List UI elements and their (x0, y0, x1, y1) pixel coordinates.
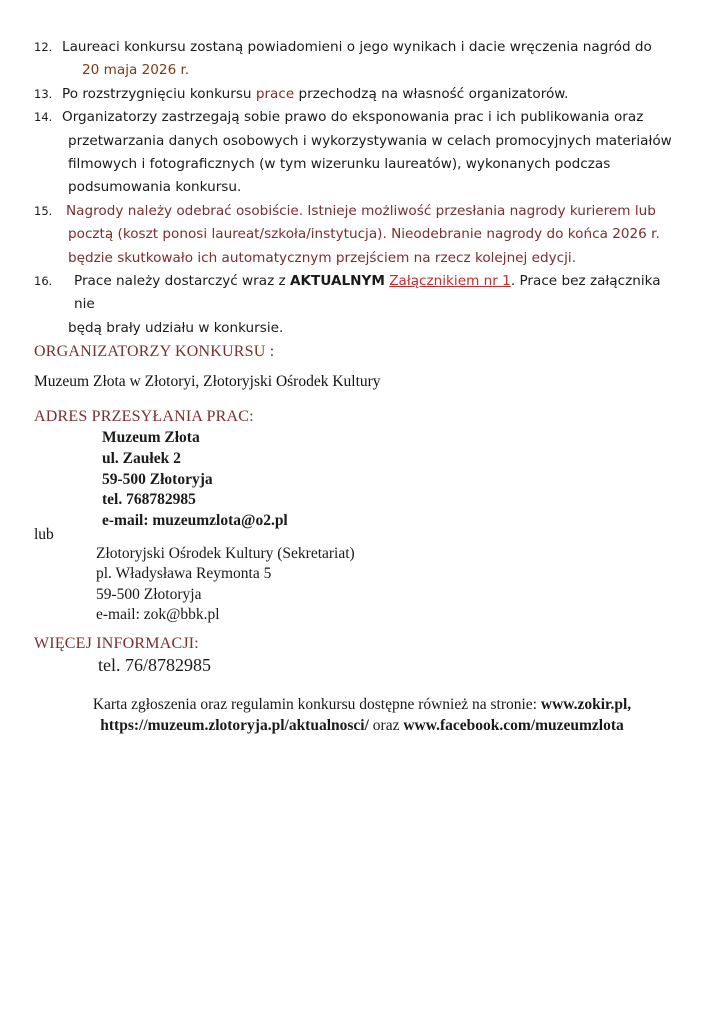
item-text: filmowych i fotograficznych (w tym wizerunku laureatów), wykonanych podczas (68, 156, 611, 173)
list-item (34, 106, 684, 200)
rules-list (34, 36, 684, 340)
item-text: pocztą (koszt ponosi laureat/szkoła/instytucja). Nieodebranie nagrody do końca 2026 r. (68, 226, 660, 243)
address-line: ul. Zaułek 2 (102, 449, 181, 467)
footer-note (20, 694, 704, 736)
list-item (34, 270, 684, 340)
address-heading: ADRES PRZESYŁANIA PRAC: (34, 408, 254, 425)
address-line: Muzeum Złota (102, 429, 200, 446)
primary-address (102, 428, 288, 532)
emphasis-word: AKTUALNYM (290, 273, 385, 290)
facebook-link[interactable]: www.facebook.com/muzeumzlota (403, 717, 624, 734)
item-text: Organizatorzy zastrzegają sobie prawo do eksponowania prac i ich publikowania oraz (62, 109, 644, 126)
website-link[interactable]: https://muzeum.zlotoryja.pl/aktualnosci/ (100, 717, 369, 734)
item-text: przetwarzania danych osobowych i wykorzystywania w celach promocyjnych materiałów (68, 132, 672, 149)
organizers-heading: ORGANIZATORZY KONKURSU : (34, 343, 275, 360)
address-line: Złotoryjski Ośrodek Kultury (Sekretariat) (96, 545, 355, 562)
item-text: Nagrody należy odebrać osobiście. Istnieje możliwość przesłania nagrody kurierem lub (66, 202, 656, 219)
item-number: 12. (34, 40, 53, 54)
list-item (34, 200, 684, 270)
item-text: będą brały udziału w konkursie. (68, 319, 284, 336)
item-number: 13. (34, 86, 53, 101)
item-text: podsumowania konkursu. (68, 179, 242, 196)
footer-punct: , (627, 696, 632, 713)
attachment-link[interactable]: Załącznikiem nr 1 (389, 273, 511, 290)
item-number: 15. (34, 203, 53, 218)
or-text: lub (34, 526, 54, 543)
address-line: e-mail: muzeumzlota@o2.pl (102, 512, 288, 530)
item-text (62, 83, 684, 106)
item-text-part: przechodzą na własność organizatorów. (294, 85, 569, 102)
item-number: 16. (34, 274, 53, 289)
address-line: pl. Władysława Reymonta 5 (96, 565, 272, 583)
list-item (34, 36, 684, 83)
address-line: tel. 768782985 (102, 491, 196, 509)
award-date: 20 maja 2026 r. (82, 62, 190, 79)
item-text: będzie skutkowało ich automatycznym przejściem na rzecz kolejnej edycji. (68, 249, 577, 266)
website-link[interactable]: www.zokir.pl (540, 696, 628, 713)
organizers-text: Muzeum Złota w Złotoryi, Złotoryjski Ośrodek Kultury (34, 373, 381, 390)
item-text: Laureaci konkursu zostaną powiadomieni o jego wynikach i dacie wręczenia nagród do (62, 39, 652, 55)
address-line: e-mail: zok@bbk.pl (96, 606, 220, 624)
secondary-address (96, 544, 355, 626)
list-item (34, 83, 684, 106)
footer-text: oraz (368, 717, 404, 734)
item-text-part: Po rozstrzygnięciu konkursu (62, 85, 256, 102)
item-number: 14. (34, 110, 53, 125)
info-phone: tel. 76/8782985 (98, 655, 211, 675)
footer-text: Karta zgłoszenia oraz regulamin konkursu dostępne również na stronie: (92, 696, 541, 713)
item-text (74, 270, 684, 317)
highlight-word: prace (255, 85, 295, 102)
address-line: 59-500 Złotoryja (96, 585, 202, 603)
more-info-heading: WIĘCEJ INFORMACJI: (34, 635, 199, 652)
item-text-part: Prace należy dostarczyć wraz z (74, 273, 290, 290)
item-text-part: . Prace bez załącznika nie (74, 273, 661, 313)
address-line: 59-500 Złotoryja (102, 470, 213, 488)
